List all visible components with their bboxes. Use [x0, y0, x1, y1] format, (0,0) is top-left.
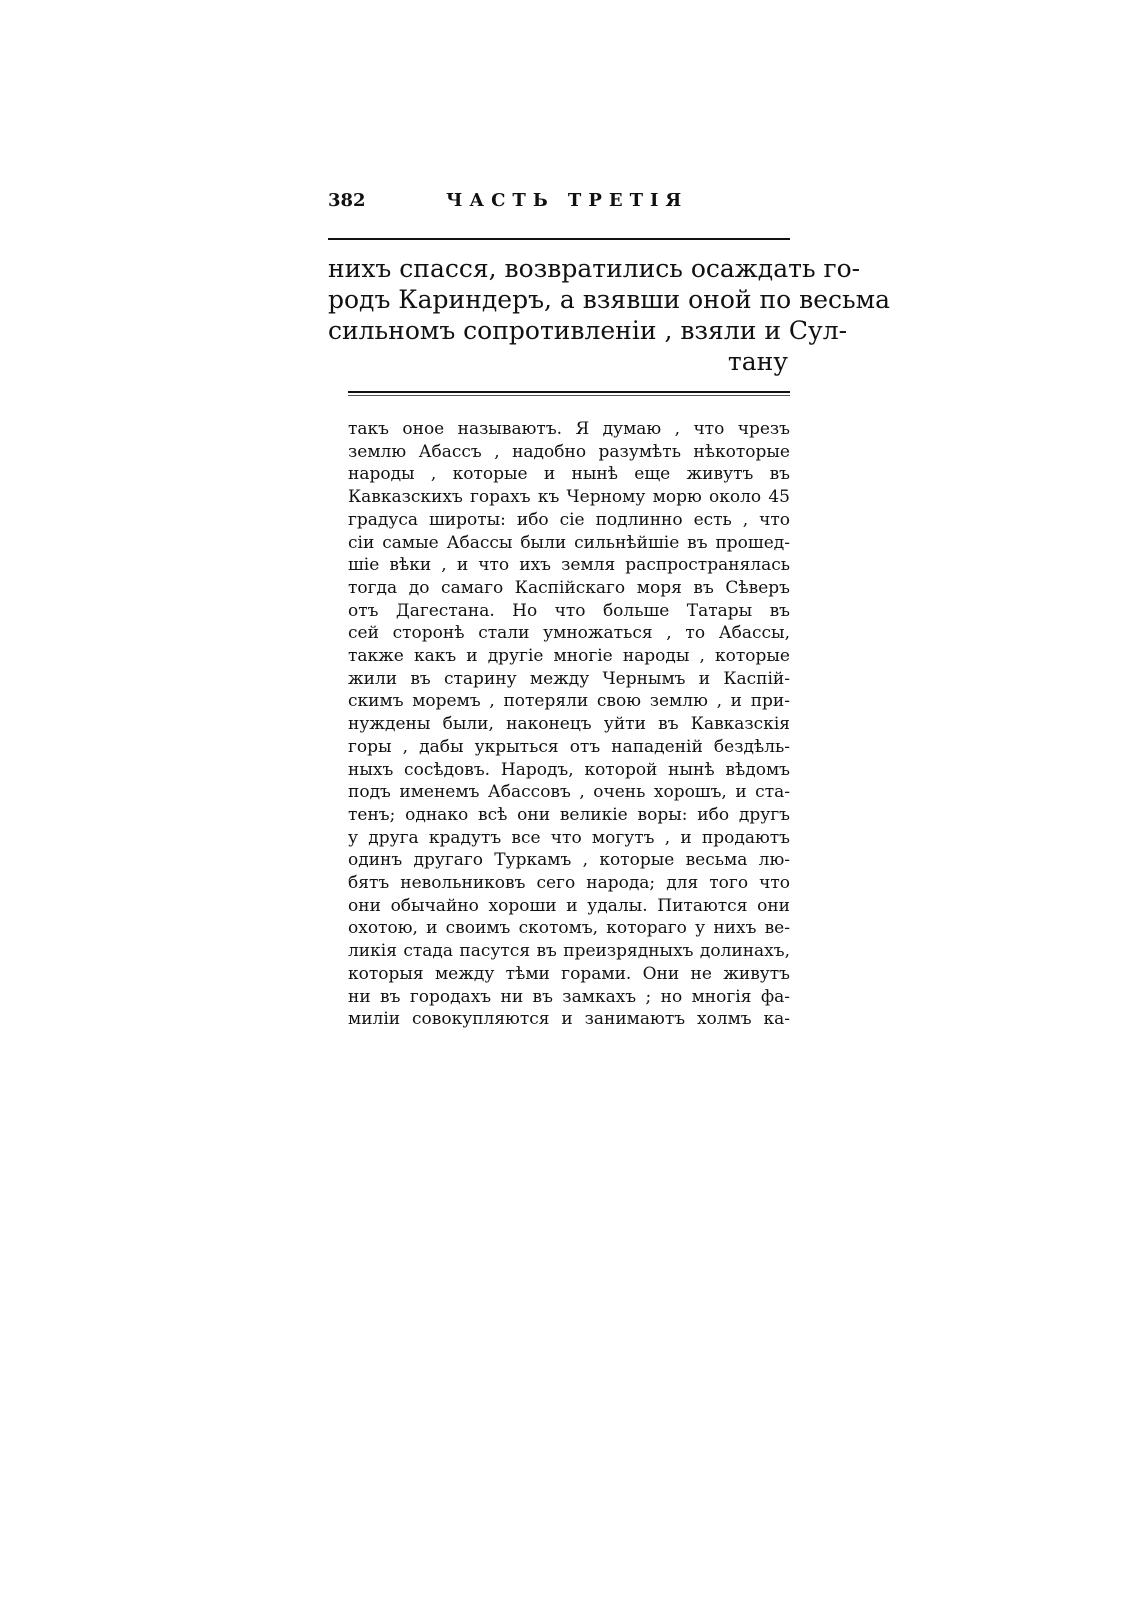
- page-header: [328, 190, 790, 220]
- footnote-line: народы , которые и нынѣ еще живутъ въ: [348, 464, 790, 485]
- footnote-line: сіи самые Абассы были сильнѣйшіе въ прошед-: [348, 532, 790, 553]
- footnote-line: тенъ; однако всѣ они великіе воры: ибо другъ: [348, 804, 790, 825]
- page-number: 382: [328, 190, 366, 211]
- catchword: тану: [727, 347, 788, 376]
- main-text-line: нихъ спасся, возвратились осаждать го-: [328, 254, 861, 283]
- footnote-rule-thin: [348, 395, 790, 396]
- footnote-line: одинъ другаго Туркамъ , которые весьма лю-: [348, 850, 790, 871]
- footnote-line: тогда до самаго Каспійскаго моря въ Сѣверъ: [348, 577, 790, 598]
- footnote-line: охотою, и своимъ скотомъ, котораго у нихъ ве-: [348, 918, 790, 939]
- footnote-line: бятъ невольниковъ сего народа; для того что: [348, 873, 790, 894]
- running-title: ЧАСТЬ ТРЕТІЯ: [446, 190, 689, 211]
- footnote-line: которыя между тѣми горами. Они не живутъ: [348, 963, 790, 984]
- footnote-line: у друга крадутъ все что могутъ , и продаютъ: [348, 827, 790, 848]
- footnote-line: миліи совокупляются и занимаютъ холмъ ка-: [348, 1009, 790, 1030]
- footnote-line: ликія стада пасутся въ преизрядныхъ долинахъ,: [348, 941, 790, 962]
- footnote-line: нуждены были, наконецъ уйти въ Кавказскія: [348, 714, 790, 735]
- footnote-line: они обычайно хороши и удалы. Питаются они: [348, 895, 790, 916]
- footnote-line: ныхъ сосѣдовъ. Народъ, которой нынѣ вѣдомъ: [348, 759, 790, 780]
- footnote-line: также какъ и другіе многіе народы , которые: [348, 646, 790, 667]
- footnote-line: градуса широты: ибо сіе подлинно есть , что: [348, 509, 790, 530]
- footnote-rule: [348, 391, 790, 393]
- footnote-line: сей сторонѣ стали умножаться , то Абассы,: [348, 623, 790, 644]
- header-rule: [328, 238, 790, 240]
- footnote-line: жили въ старину между Чернымъ и Каспій-: [348, 668, 790, 689]
- footnote-line: ни въ городахъ ни въ замкахъ ; но многія фа-: [348, 986, 790, 1007]
- footnote-line: подъ именемъ Абассовъ , очень хорошъ, и ста-: [348, 782, 790, 803]
- footnote-line: землю Абассъ , надобно разумѣть нѣкоторые: [348, 441, 790, 462]
- footnote-line: шіе вѣки , и что ихъ земля распространялась: [348, 555, 790, 576]
- footnote-line: такъ оное называютъ. Я думаю , что чрезъ: [348, 419, 790, 439]
- footnote-line: Кавказскихъ горахъ къ Черному морю около 45: [348, 487, 790, 508]
- footnote-line: горы , дабы укрыться отъ нападеній бездѣль-: [348, 736, 790, 757]
- footnote-text: [348, 418, 790, 1031]
- footnote-line: скимъ моремъ , потеряли свою землю , и при-: [348, 691, 790, 712]
- main-text: [328, 253, 890, 377]
- footnote-line: отъ Дагестана. Но что больше Татары въ: [348, 600, 790, 621]
- main-text-line: родъ Кариндеръ, а взявши оной по весьма: [328, 285, 890, 314]
- main-text-line: сильномъ сопротивленіи , взяли и Сул-: [328, 316, 848, 345]
